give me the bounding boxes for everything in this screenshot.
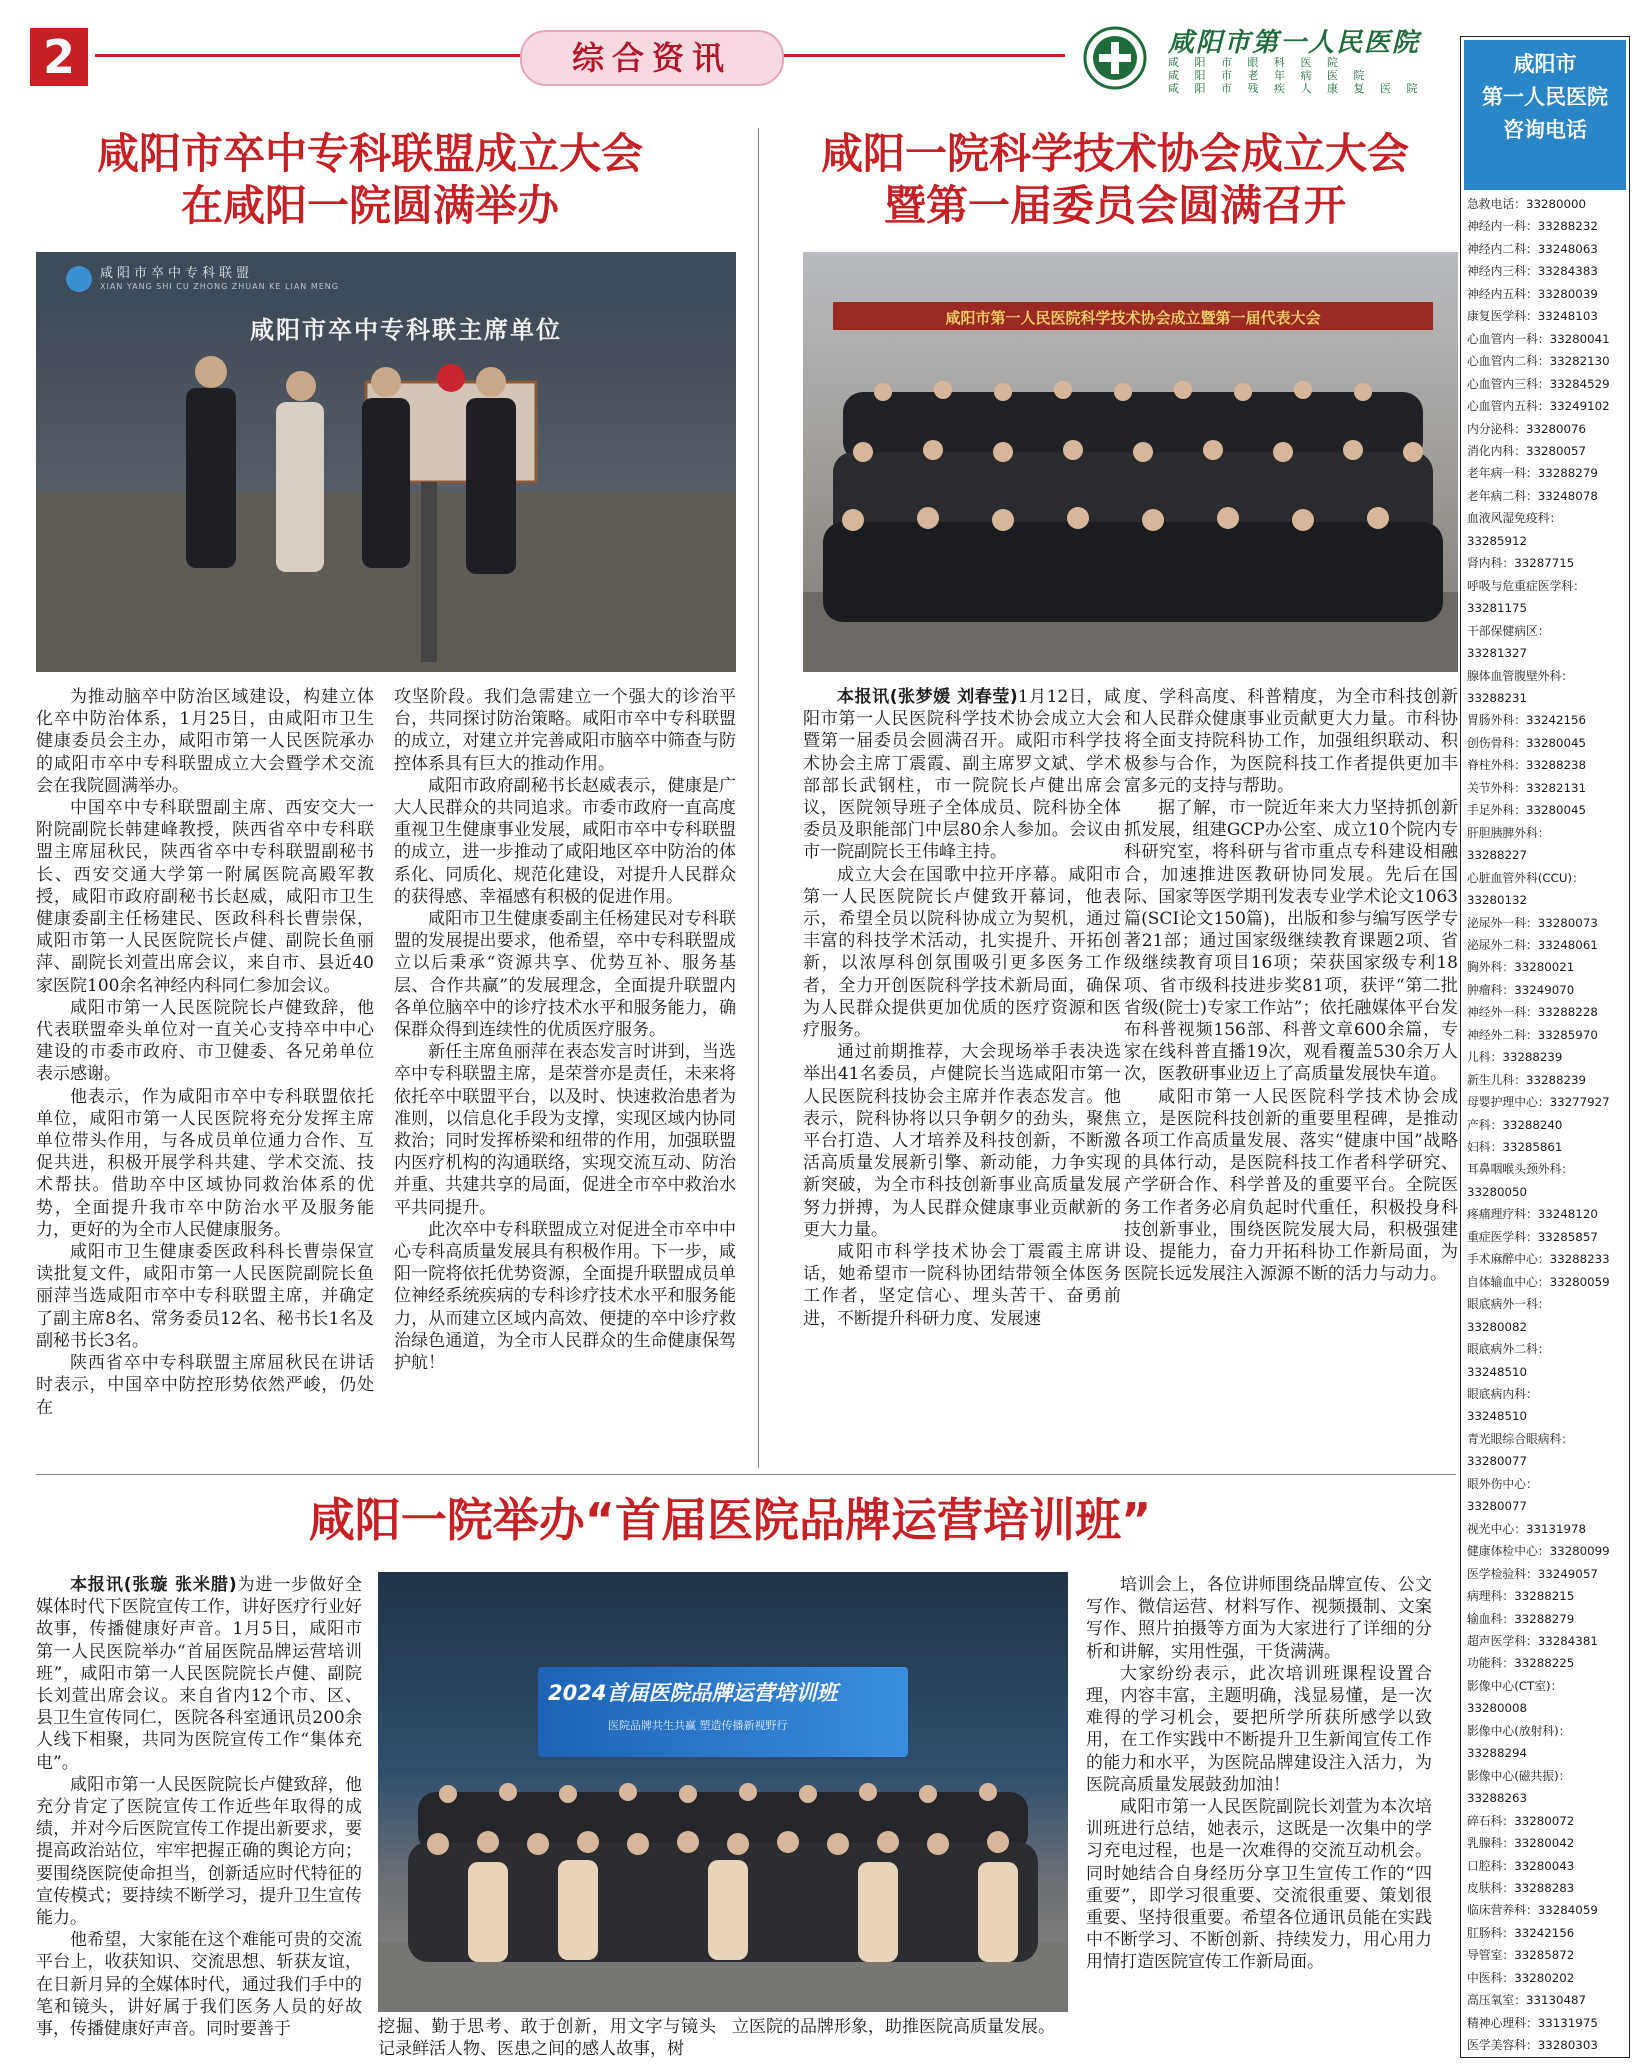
phone-entry: 33281327 [1467, 646, 1528, 661]
phone-entry: 33288227 [1467, 848, 1528, 863]
phone-directory-sidebar [1460, 36, 1630, 2058]
phone-entry: 临床营养科：33284059 [1467, 1903, 1598, 1918]
phone-entry: 消化内科：33280057 [1467, 443, 1587, 458]
phone-entry: 精神心理科：33131975 [1467, 2015, 1598, 2030]
phone-entry: 产科：33288240 [1467, 1117, 1563, 1132]
phone-entry: 碎石科：33280072 [1467, 1813, 1575, 1828]
article2-title-line: 暨第一届委员会圆满召开 [883, 181, 1346, 230]
phone-entry: 新生儿科：33288239 [1467, 1072, 1587, 1087]
photo-screen-subtitle: 医院品牌共生共赢 塑造传播新视野行 [608, 1719, 788, 1732]
hospital-subtitle: 咸 阳 市 老 年 病 医 院 [1168, 69, 1371, 82]
phone-entry: 创伤骨科：33280045 [1467, 735, 1587, 750]
phone-entry: 视光中心：33131978 [1467, 1521, 1587, 1536]
paragraph: 咸阳市卫生健康委副主任杨建民对专科联盟的发展提出要求，他希望，卒中专科联盟成立以后秉承“资源共享、优势互补、服务基层、合作共赢”的发展理念，全面提升联盟内各单位脑卒中的诊疗技术水平和服务能力，确保群众得到连续性的优质医疗服务。 [394, 909, 736, 1041]
phone-entry: 33280077 [1467, 1454, 1528, 1469]
hospital-title: 咸阳市第一人民医院 [1168, 28, 1421, 58]
phone-entry: 胸外科：33280021 [1467, 960, 1575, 975]
phone-entry: 影像中心(磁共振)： [1467, 1768, 1571, 1783]
phone-entry: 手术麻醉中心：33288233 [1467, 1252, 1610, 1267]
phone-entry: 腺体血管腹壁外科： [1467, 668, 1574, 683]
phone-entry: 胃肠外科：33242156 [1467, 713, 1587, 728]
phone-entry: 血液风湿免疫科： [1467, 511, 1562, 526]
phone-entry: 神经内五科：33280039 [1467, 286, 1598, 301]
paragraph: 大家纷纷表示，此次培训班课程设置合理，内容丰富，主题明确，浅显易懂，是一次难得的学习机会，要把所学所获所感学以致用，在工作实践中不断提升卫生新闻宣传工作的能力和水平，为医院品牌建设注入活力，为医院高质量发展鼓劲加油！ [1086, 1663, 1432, 1795]
byline: 本报讯(张璇 张米腊) [70, 1575, 237, 1595]
phone-entry: 神经内二科：33248063 [1467, 241, 1598, 256]
phone-entry: 眼底病内科： [1467, 1387, 1538, 1402]
paragraph: 他希望，大家能在这个难能可贵的交流平台上，收获知识、交流思想、斩获友谊，在日新月异的全媒体时代，通过我们手中的笔和镜头，讲好属于我们医务人员的好故事，传播健康好声音。同时要善于 [36, 1930, 362, 2040]
phone-entry: 33280132 [1467, 893, 1528, 908]
phone-list [1467, 193, 1625, 2057]
phone-entry: 眼底病外一科： [1467, 1297, 1550, 1312]
phone-entry: 心血管内二科：33282130 [1467, 354, 1610, 369]
hospital-subtitles [1168, 56, 1458, 95]
article3-col1 [36, 1574, 362, 2040]
article2-title [780, 128, 1450, 232]
phone-entry: 肿瘤科：33249070 [1467, 982, 1575, 997]
phone-entry: 青光眼综合眼病科： [1467, 1431, 1574, 1446]
paragraph: 中国卒中专科联盟副主席、西安交大一附院副院长韩建峰教授，陕西省卒中专科联盟主席屈秋民，陕西省卒中专科联盟副秘书长、西安交通大学第一附属医院高殿军教授，咸阳市政府副秘书长赵威，咸阳市卫生健康委副主任杨建民、医政科科长曹崇保，咸阳市第一人民医院院长卢健、副院长鱼丽萍、副院长刘萱出席会议，来自市、县近40家医院100余名神经内科同仁参加会议。 [36, 798, 374, 996]
phone-entry: 输血科：33288279 [1467, 1611, 1575, 1626]
phone-entry: 疼痛理疗科：33248120 [1467, 1207, 1598, 1222]
phone-entry: 脊柱外科：33288238 [1467, 758, 1587, 773]
phone-entry: 33280082 [1467, 1319, 1528, 1334]
phone-entry: 口腔科：33280043 [1467, 1858, 1575, 1873]
paragraph: 咸阳市政府副秘书长赵威表示，健康是广大人民群众的共同追求。市委市政府一直高度重视卫生健康事业发展，咸阳市卒中专科联盟的成立，进一步推动了咸阳地区卒中防治的体系化、同质化、规范化建设，对提升人民群众的获得感、幸福感有积极的促进作用。 [394, 775, 736, 907]
hospital-logo-icon [1080, 26, 1150, 90]
phone-entry: 医学美容科：33280303 [1467, 2038, 1598, 2053]
article2-col1 [803, 686, 1121, 1330]
article1-title-line: 咸阳市卒中专科联盟成立大会 [96, 129, 643, 178]
phone-entry: 手足外科：33280045 [1467, 803, 1587, 818]
phone-entry: 病理科：33288215 [1467, 1589, 1575, 1604]
phone-entry: 急救电话：33280000 [1467, 197, 1587, 211]
paragraph: 通过前期推荐，大会现场举手表决选举出41名委员，卢健院长当选咸阳市第一人民医院科技协会主席并作表态发言。他表示，院科协将以只争朝夕的劲头，聚焦平台打造、人才培养及科技创新，不断激活高质量发展新引擎、新动能，力争实现新突破，为全市科技创新事业高质量发展努力拼搏，为人民群众健康事业贡献新的更大力量。 [803, 1042, 1121, 1240]
phone-entry: 眼外伤中心： [1467, 1476, 1538, 1491]
paragraph: 攻坚阶段。我们急需建立一个强大的诊治平台，共同探讨防治策略。咸阳市卒中专科联盟的成立，对建立并完善咸阳市脑卒中筛查与防控体系具有巨大的推动作用。 [394, 687, 736, 774]
phone-entry: 乳腺科：33280042 [1467, 1836, 1575, 1851]
article3-photo-caption-left [378, 2016, 716, 2060]
ceremony-people-illustration [36, 342, 736, 672]
phone-entry: 神经内三科：33284383 [1467, 264, 1598, 279]
paragraph: 此次卒中专科联盟成立对促进全市卒中中心专科高质量发展具有积极作用。下一步，咸阳一院将依托优势资源，全面提升联盟成员单位神经系统疾病的专科诊疗技术水平和服务能力，从而建立区域内高效、便捷的卒中诊疗救治绿色通道，为全市人民群众的生命健康保驾护航！ [394, 1219, 736, 1374]
paragraph [803, 686, 1121, 864]
sidebar-header-line: 第一人民医院 [1482, 85, 1608, 109]
byline: 本报讯(张梦媛 刘春莹) [837, 687, 1018, 707]
article3-photo [378, 1572, 1068, 2012]
column-divider [758, 128, 759, 1468]
phone-entry: 干部保健病区： [1467, 623, 1550, 638]
sidebar-header-line: 咨询电话 [1503, 118, 1587, 142]
phone-entry: 老年病一科：33288279 [1467, 466, 1598, 481]
phone-entry: 33248510 [1467, 1409, 1528, 1424]
phone-entry: 神经内一科：33288232 [1467, 219, 1598, 234]
phone-entry: 关节外科：33282131 [1467, 780, 1587, 795]
phone-entry: 导管室：33285872 [1467, 1948, 1575, 1963]
phone-entry: 儿科：33288239 [1467, 1050, 1563, 1065]
phone-entry: 康复医学科：33248103 [1467, 309, 1598, 324]
paragraph: 陕西省卒中专科联盟主席屈秋民在讲话时表示，中国卒中防控形势依然严峻，仍处在 [36, 1353, 374, 1418]
photo-banner: 咸阳市第一人民医院科学技术协会成立暨第一届代表大会 [945, 309, 1321, 327]
training-group-illustration [378, 1772, 1068, 2012]
phone-entry: 肝胆胰脾外科： [1467, 825, 1550, 840]
phone-entry: 母婴护理中心：33277927 [1467, 1095, 1610, 1110]
phone-entry: 眼底病外二科： [1467, 1342, 1550, 1357]
phone-entry: 健康体检中心：33280099 [1467, 1544, 1610, 1559]
article3-col3 [1086, 1574, 1432, 1974]
phone-entry: 33288294 [1467, 1746, 1528, 1761]
paragraph-text: 为进一步做好全媒体时代下医院宣传工作，讲好医疗行业好故事，传播健康好声音。1月5日，咸阳市第一人民医院举办“首届医院品牌运营培训班”，咸阳市第一人民医院院长卢健、副院长刘萱出席会议。来自省内12个市、区、县卫生宣传同仁，医院各科室通讯员200余人线下相聚，共同为医院宣传工作“集体充电”。 [36, 1575, 362, 1773]
phone-entry: 33280077 [1467, 1499, 1528, 1514]
article2-col2 [1124, 686, 1458, 1285]
page-number: 2 [30, 28, 88, 86]
phone-entry: 心血管内五科：33249102 [1467, 399, 1610, 414]
article1-col1 [36, 686, 374, 1419]
article3-text-left: 挖掘、勤于思考、敢于创新，用文字与镜头记录鲜活人物、医患之间的感人故事，树 [378, 2017, 716, 2060]
phone-entry: 33281175 [1467, 601, 1528, 616]
phone-entry: 高压氧室：33130487 [1467, 1993, 1587, 2008]
paragraph: 咸阳市第一人民医院院长卢健致辞，他充分肯定了医院宣传工作近些年取得的成绩，并对今后医院宣传工作提出新要求，要提高政治站位，牢牢把握正确的舆论方向；要围绕医院使命担当，创新适应时代特征的宣传模式；要持续不断学习，提升卫生宣传能力。 [36, 1774, 362, 1929]
article1-title [20, 128, 720, 232]
hospital-subtitle: 咸 阳 市 残 疾 人 康 复 医 院 [1168, 82, 1424, 95]
article1-photo [36, 252, 736, 672]
phone-entry: 影像中心(放射科)： [1467, 1723, 1571, 1738]
paragraph: 据了解，市一院近年来大力坚持抓创新抓发展，组建GCP办公室、成立10个院内专科研究室，将科研与省市重点专科建设相融合，加速推进医教研协同发展。先后在国际、国家等医学期刊发表专业学术论文1063篇(SCI论文150篇)，出版和参与编写医学专著21部；通过国家级继续教育课题2项、省级继续教育项目16项；荣获国家级专利18项、省市级科技进步奖81项，获评“第二批省级(院士)专家工作站”；依托融媒体平台发布科普视频156部、科普文章600余篇，专家在线科普直播19次，观看覆盖530余万人次，医教研事业迈上了高质量发展快车道。 [1124, 798, 1458, 1085]
phone-entry: 神经外一科：33288228 [1467, 1005, 1598, 1020]
phone-entry: 功能科：33288225 [1467, 1656, 1575, 1671]
sidebar-header [1464, 40, 1626, 190]
phone-entry: 超声医学科：33284381 [1467, 1634, 1598, 1648]
section-label: 综合资讯 [520, 30, 784, 86]
phone-entry: 神经外二科：33285970 [1467, 1027, 1598, 1042]
phone-entry: 影像中心(CT室)： [1467, 1678, 1563, 1693]
phone-entry: 妇科：33285861 [1467, 1140, 1563, 1155]
phone-entry: 33280008 [1467, 1701, 1528, 1716]
phone-entry: 呼吸与危重症医学科： [1467, 578, 1585, 593]
paragraph: 咸阳市第一人民医院科学技术协会成立，是医院科技创新的重要里程碑，是推动各项工作高质量发展、落实“健康中国”战略的具体行动，是医院科技工作者科学研究、产学研合作、科学普及的重要平台。全院医务工作者务必肩负起时代重任，积极投身科技创新事业，围绕医院发展大局，积极强建设、提能力，奋力开拓科协工作新局面，为医院长远发展注入源源不断的活力与动力。 [1124, 1086, 1458, 1285]
phone-entry: 内分泌科：33280076 [1467, 421, 1587, 436]
phone-entry: 耳鼻咽喉头颈外科： [1467, 1162, 1574, 1177]
article1-title-line: 在咸阳一院圆满举办 [180, 181, 559, 230]
article2-photo [803, 252, 1458, 672]
paragraph: 咸阳市卫生健康委医政科科长曹崇保宣读批复文件，咸阳市第一人民医院副院长鱼丽萍当选咸阳市卒中专科联盟主席，并确定了副主席8名、常务委员12名、秘书长1名及副秘书长3名。 [36, 1242, 374, 1351]
phone-entry: 33288231 [1467, 690, 1528, 705]
article3-text-right: 立医院的品牌形象，助推医院高质量发展。 [732, 2017, 1055, 2037]
paragraph: 新任主席鱼丽萍在表态发言时讲到，当选卒中专科联盟主席，是荣誉亦是责任，未来将依托卒中联盟平台，以及时、快速救治患者为准则，以信息化手段为支撑，实现区域内协同救治；同时发挥桥梁和纽带的作用，加强联盟内医疗机构的沟通联络，实现交流互动、防治并重、共建共享的局面，促进全市卒中救治水平共同提升。 [394, 1042, 736, 1218]
paragraph: 培训会上，各位讲师围绕品牌宣传、公文写作、微信运营、材料写作、视频摄制、文案写作、照片拍摄等方面为大家进行了详细的分析和讲解，实用性强，干货满满。 [1086, 1575, 1432, 1662]
phone-entry: 泌尿外一科：33280073 [1467, 915, 1598, 930]
phone-entry: 心脏血管外科(CCU)： [1467, 870, 1584, 885]
photo-banner: 咸阳市卒中专科联盟 [100, 266, 254, 281]
phone-entry: 重症医学科：33285857 [1467, 1229, 1598, 1244]
section-divider [36, 1474, 1456, 1475]
paragraph: 他表示，作为咸阳市卒中专科联盟依托单位，咸阳市第一人民医院将充分发挥主席单位带头作用，与各成员单位通力合作、互促共进，积极开展学科共建、学术交流、技术帮扶。借助卒中区域协同救治体系的优势，全面提升我市卒中防治水平及服务能力，更好的为全市人民健康服务。 [36, 1086, 374, 1240]
article3-title: 咸阳一院举办“首届医院品牌运营培训班” [308, 1493, 1152, 1547]
phone-entry: 医学检验科：33249057 [1467, 1566, 1598, 1581]
article2-title-line: 咸阳一院科学技术协会成立大会 [820, 129, 1409, 178]
paragraph: 咸阳市科学技术协会丁震霞主席讲话，她希望市一院科协团结带领全体医务工作者，坚定信心、埋头苦干、奋勇前进，不断提升科研力度、发展速 [803, 1242, 1121, 1329]
paragraph: 成立大会在国歌中拉开序幕。咸阳市第一人民医院院长卢健致开幕词，他表示，希望全员以院科协成立为契机，通过丰富的科技学术活动，扎实提升、开拓创新，以浓厚科创氛围吸引更多医务工作者，全力开创医院科学技术新局面，确保为人民群众提供更加优质的医疗资源和医疗服务。 [803, 864, 1121, 1041]
article3-photo-caption-right [732, 2016, 1070, 2038]
paragraph: 咸阳市第一人民医院院长卢健致辞，他代表联盟牵头单位对一直关心支持卒中中心建设的市委市政府、市卫健委、各兄弟单位表示感谢。 [36, 997, 374, 1085]
phone-entry: 心血管内一科：33280041 [1467, 331, 1610, 346]
photo-banner-pinyin: XIAN YANG SHI CU ZHONG ZHUAN KE LIAN MENG [100, 282, 339, 291]
phone-entry: 泌尿外二科：33248061 [1467, 937, 1598, 952]
phone-entry: 老年病二科：33248078 [1467, 488, 1598, 503]
phone-entry: 33280050 [1467, 1184, 1528, 1199]
paragraph-text: 1月12日，咸阳市第一人民医院科学技术协会成立大会暨第一届委员会圆满召开。咸阳市科学技术协会主席丁震霞、副主席罗文斌、学术部部长武钢柱，市一院院长卢健出席会议，医院领导班子全体成员、院科协全体委员及职能部门中层80余人参加。会议由市一院副院长王伟峰主持。 [803, 687, 1121, 863]
sidebar-header-line: 咸阳市 [1513, 52, 1577, 76]
phone-entry: 33248510 [1467, 1364, 1528, 1379]
phone-entry: 肾内科：33287715 [1467, 556, 1575, 571]
group-photo-illustration [803, 352, 1458, 672]
paragraph [36, 1574, 362, 1774]
paragraph: 度、学科高度、科普精度，为全市科技创新和人民群众健康事业贡献更大力量。市科协将全面支持院科协工作，加强组织联动、积极参与合作，为医院科技工作者提供更加丰富多元的支持与帮助。 [1124, 687, 1458, 796]
phone-entry: 心血管内三科：33284529 [1467, 376, 1610, 391]
phone-entry: 33288263 [1467, 1791, 1528, 1806]
photo-screen-title: 2024首届医院品牌运营培训班 [548, 1681, 838, 1705]
phone-entry: 自体输血中心：33280059 [1467, 1274, 1610, 1289]
phone-entry: 33285912 [1467, 533, 1528, 548]
phone-entry: 皮肤科：33288283 [1467, 1880, 1575, 1895]
phone-entry: 肛肠科：33242156 [1467, 1925, 1575, 1940]
article1-col2 [394, 686, 736, 1374]
phone-entry: 中医科：33280202 [1467, 1970, 1575, 1985]
paragraph: 咸阳市第一人民医院副院长刘萱为本次培训班进行总结，她表示，这既是一次集中的学习充电过程，也是一次难得的交流互动机会。同时她结合自身经历分享卫生宣传工作的“四重要”，即学习很重要、交流很重要、策划很重要、坚持很重要。希望各位通讯员能在实践中不断学习、不断创新、持续发力，用心用力用情打造医院宣传工作新局面。 [1086, 1797, 1432, 1973]
alliance-logo-icon [66, 266, 92, 292]
paragraph: 为推动脑卒中防治区域建设，构建立体化卒中防治体系，1月25日，由咸阳市卫生健康委员会主办，咸阳市第一人民医院承办的咸阳市卒中专科联盟成立大会暨学术交流会在我院圆满举办。 [36, 687, 374, 796]
hospital-subtitle: 咸 阳 市 眼 科 医 院 [1168, 56, 1344, 69]
photo-screen-text: 咸阳市卒中专科联主席单位 [250, 316, 562, 344]
